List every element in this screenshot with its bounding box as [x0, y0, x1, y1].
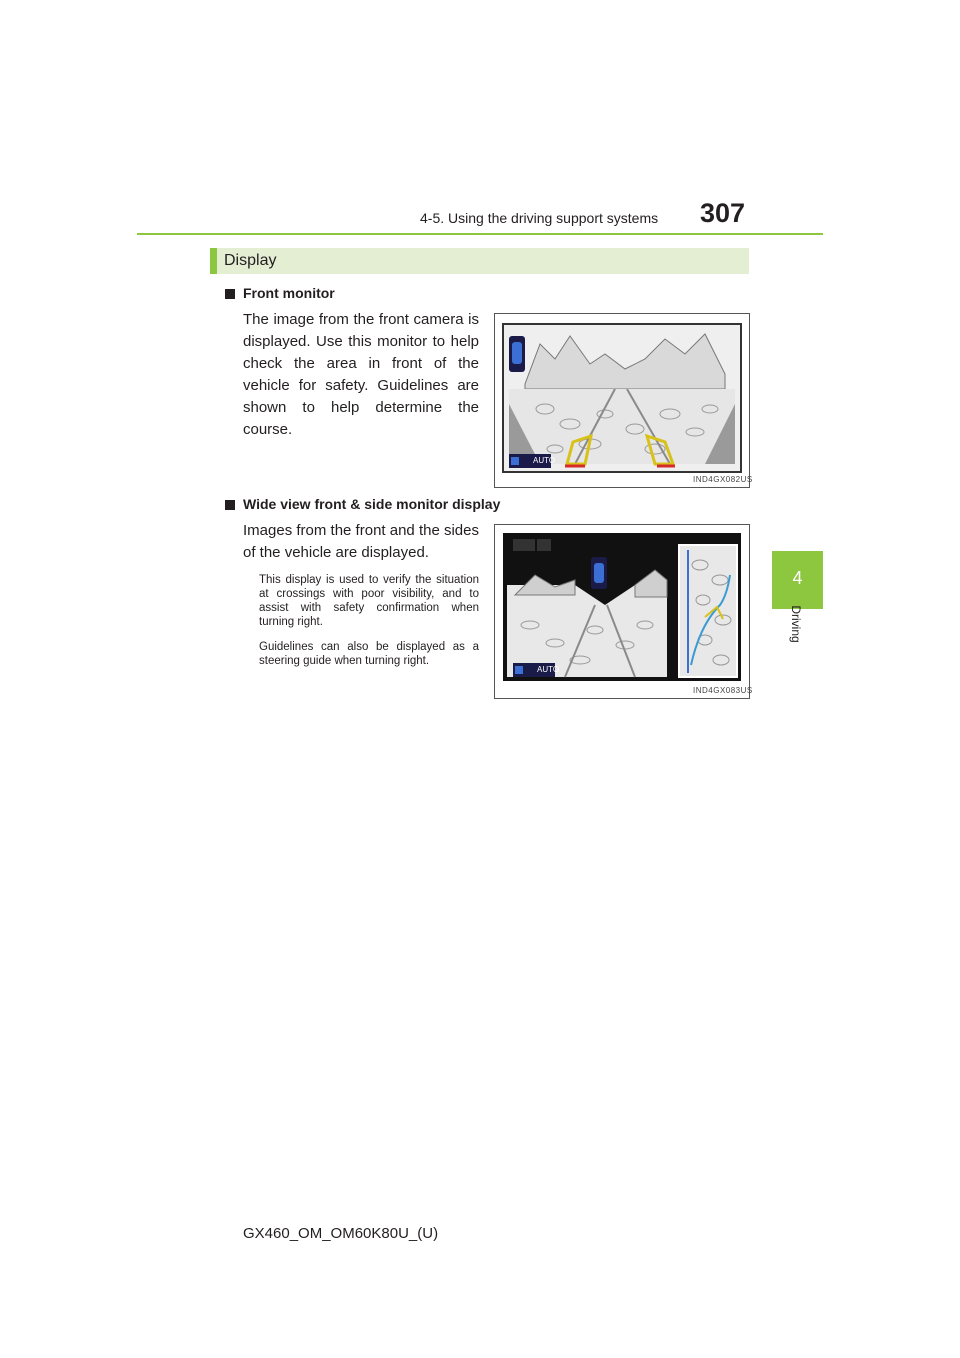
header-section-title: 4-5. Using the driving support systems — [420, 210, 659, 226]
section-title: Display — [224, 252, 277, 269]
wide-view-heading-text: Wide view front & side monitor display — [243, 496, 501, 512]
section-title-accent — [210, 248, 217, 274]
auto-label: AUTO — [533, 456, 556, 465]
front-monitor-heading-text: Front monitor — [243, 285, 335, 301]
wide-view-note-1: This display is used to verify the situation at crossings with poor visibility, and to assist with safety confirmation when turning right. — [259, 574, 479, 628]
section-title-bar — [210, 248, 749, 274]
front-monitor-body: The image from the front camera is displayed. Use this monitor to help check the area in front of the vehicle for safety. Guidelines are shown to help determine the course. — [243, 311, 479, 438]
wide-view-note-2: Guidelines can also be displayed as a steering guide when turning right. — [259, 641, 479, 667]
wide-view-figure — [494, 524, 753, 699]
chapter-label: Driving — [789, 605, 803, 643]
auto-label: AUTO — [537, 665, 560, 674]
front-monitor-figure — [494, 313, 753, 488]
page-number: 307 — [700, 198, 746, 228]
square-bullet-icon — [225, 289, 235, 299]
wide-view-illustration — [495, 525, 749, 698]
figure-code: IND4GX083US — [693, 686, 753, 695]
chapter-number: 4 — [792, 568, 803, 588]
footer-doc-code: GX460_OM_OM60K80U_(U) — [243, 1225, 439, 1242]
figure-code: IND4GX082US — [693, 475, 753, 484]
chapter-label-box — [772, 605, 823, 678]
square-bullet-icon — [225, 500, 235, 510]
front-monitor-heading — [225, 285, 335, 301]
wide-view-heading — [225, 496, 500, 512]
header-rule — [137, 233, 823, 235]
wide-view-body: Images from the front and the sides of the vehicle are displayed. — [243, 522, 479, 561]
